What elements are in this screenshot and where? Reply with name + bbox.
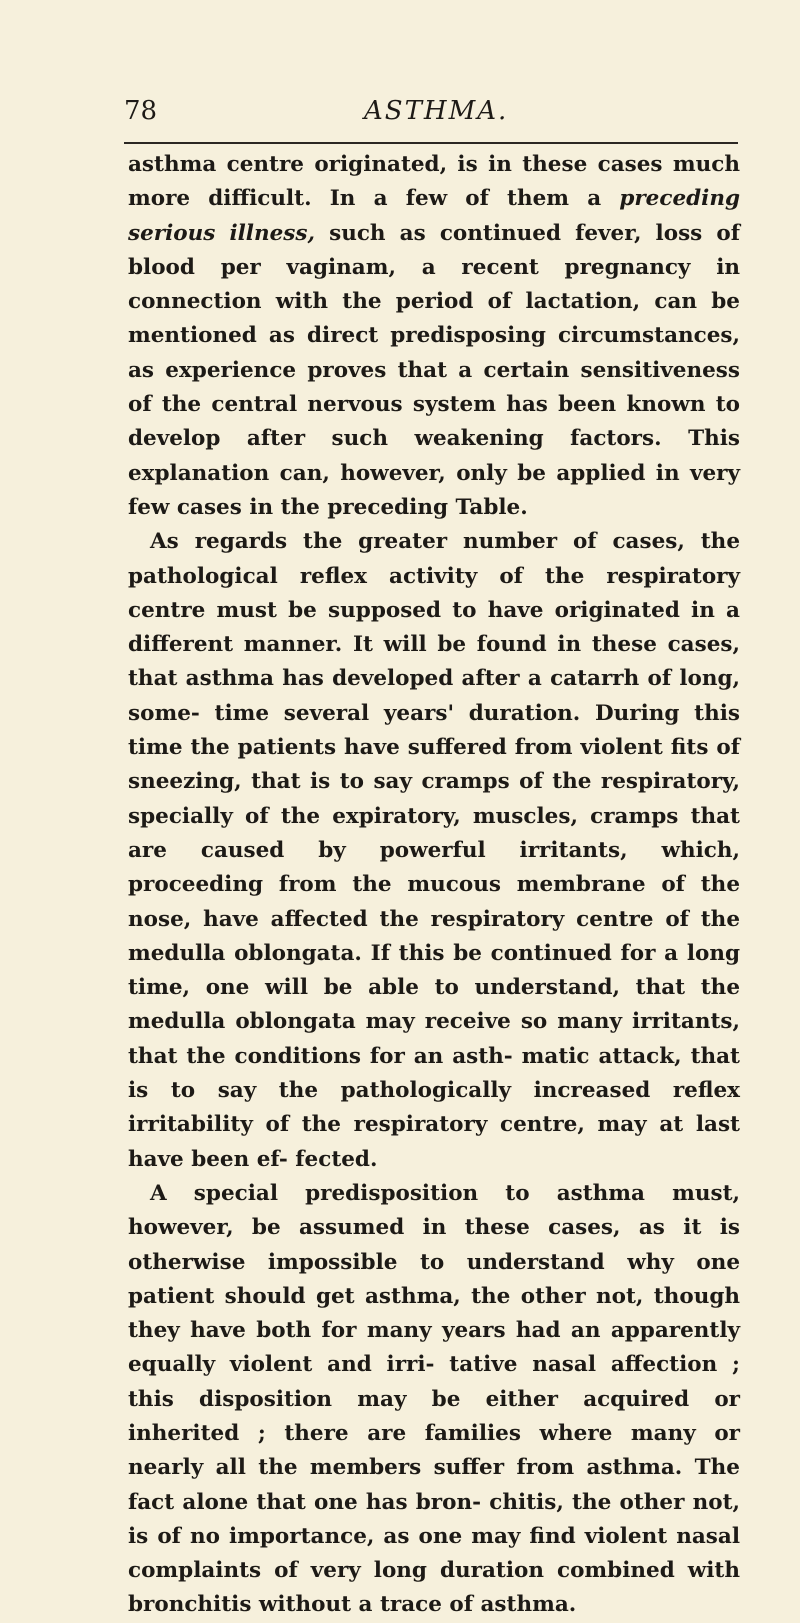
paragraph-3: A special predisposition to asthma must, however, be assumed in these cases, as it is otherwise impossible to understand why one patient should get asthma, the other not, though they have both for many years had an apparently equally violent and irri- tative nasal affection ; this disposition may be either acquired or inherited ; there are families where many or nearly all the members suffer from asthma. The fact alone that one has bron- chitis, the other not, is of no importance, as one may find violent nasal complaints of very long duration combined with bronchitis without a trace of asthma. <box>128 1180 740 1618</box>
paragraph-1 <box>128 148 740 525</box>
paragraph-1-after: such as continued fever, loss of blood per vaginam, a recent pregnancy in connection with the period of lactation, can be mentioned as direct predisposing circumstances, as experience proves that a certain sensitiveness of the central nervous system has been known to develop after such weakening factors. This explanation can, however, only be applied in very few cases in the preceding Table. <box>128 220 740 520</box>
paragraph-1-before: asthma centre originated, is in these cases much more difficult. In a few of them a <box>128 152 740 212</box>
header-rule <box>124 142 738 144</box>
page-header <box>124 96 738 136</box>
paragraph-2: As regards the greater number of cases, the pathological reflex activity of the respiratory centre must be supposed to have originated in a different manner. It will be found in these cases, that asthma has developed after a catarrh of long, some- time several years' duration. During this time the patients have suffered from violent fits of sneezing, that is to say cramps of the respiratory, specially of the expiratory, muscles, cramps that are caused by powerful irritants, which, proceeding from the mucous membrane of the nose, have affected the respiratory centre of the medulla oblongata. If this be continued for a long time, one will be able to understand, that the medulla oblongata may receive so many irritants, that the conditions for an asth- matic attack, that is to say the pathologically increased reflex irritability of the respiratory centre, may at last have been ef- fected. <box>128 529 740 1172</box>
body-text <box>128 148 740 1623</box>
running-title: ASTHMA. <box>364 96 509 126</box>
paragraph-1-emphasis: preceding serious illness, <box>128 186 740 246</box>
page-number: 78 <box>124 96 158 126</box>
